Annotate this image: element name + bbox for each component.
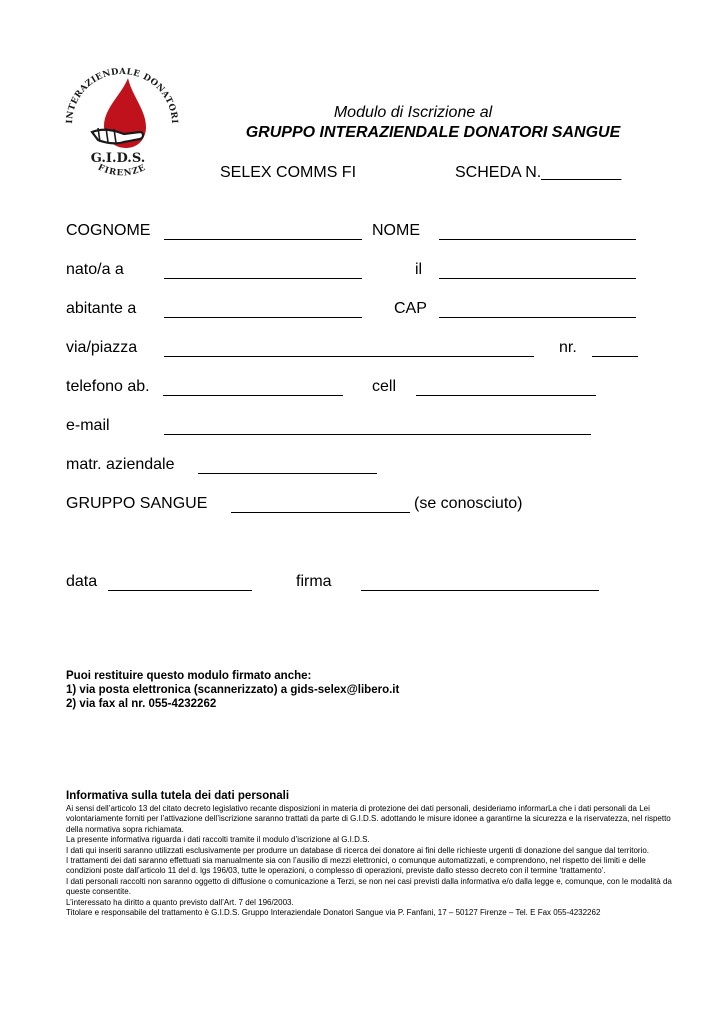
- privacy-paragraph: L’interessato ha diritto a quanto previsto dall’Art. 7 del 196/2003.: [66, 897, 294, 907]
- return-info-line3: 2) via fax al nr. 055-4232262: [66, 698, 217, 710]
- il-label: il: [415, 261, 423, 278]
- cognome-field[interactable]: [164, 239, 362, 240]
- via-label: via/piazza: [66, 339, 138, 356]
- nome-field[interactable]: [439, 239, 636, 240]
- telefono-label: telefono ab.: [66, 378, 150, 395]
- cell-field[interactable]: [416, 395, 596, 396]
- gruppo-sangue-field[interactable]: [231, 512, 410, 513]
- cell-label: cell: [372, 378, 397, 395]
- logo-arc-text: INTERAZIENDALE DONATORI: [64, 66, 180, 125]
- privacy-paragraph: Ai sensi dell’articolo 13 del citato decreto legislativo recante disposizioni in materia di protezione dei dati personali, desideriamo informarLa che i dati personali da Lei volontariamente forniti per l’attivazione dell’iscrizione saranno trattati da parte di G.I.D.S. adottando le misure idonee a garantirne la sicurezza e la riservatezza, nel rispetto della normativa sopra richiamata.: [66, 804, 671, 834]
- nato-label: nato/a a: [66, 261, 124, 278]
- privacy-paragraph: Titolare e responsabile del trattamento è G.I.D.S. Gruppo Interaziendale Donatori Sangue via P. Fanfani, 17 – 50127 Firenze – Tel. E Fax 055-4232262: [66, 908, 601, 918]
- privacy-text: [66, 804, 678, 918]
- return-info-line1: Puoi restituire questo modulo firmato anche:: [66, 670, 312, 682]
- privacy-paragraph: I dati personali raccolti non saranno oggetto di diffusione o comunicazione a Terzi, se non nei casi previsti dalla informativa e/o dalla legge e, comunque, con le modalità da queste consentite.: [66, 876, 672, 897]
- cognome-label: COGNOME: [66, 222, 151, 239]
- privacy-title: Informativa sulla tutela dei dati personali: [66, 790, 290, 802]
- cap-label: CAP: [394, 300, 427, 317]
- privacy-paragraph: I dati qui inseriti saranno utilizzati esclusivamente per produrre un database di ricerca dei donatore ai fini delle richieste urgenti di donazione del sangue dal territorio.: [66, 845, 649, 855]
- se-conosciuto-note: (se conosciuto): [414, 495, 523, 512]
- nr-field[interactable]: [592, 356, 638, 357]
- gids-logo: [58, 58, 186, 186]
- email-label: e-mail: [66, 417, 110, 434]
- telefono-field[interactable]: [163, 395, 343, 396]
- nato-field[interactable]: [164, 278, 362, 279]
- abitante-label: abitante a: [66, 300, 137, 317]
- form-title-line2: GRUPPO INTERAZIENDALE DONATORI SANGUE: [245, 124, 621, 141]
- il-field[interactable]: [439, 278, 636, 279]
- nr-label: nr.: [559, 339, 577, 356]
- privacy-paragraph: I trattamenti dei dati saranno effettuati sia manualmente sia con l’ausilio di mezzi elettronici, o comunque automatizzati, e comprendono, nel rispetto dei limiti e delle condizioni poste dall’articolo 11 del d. lgs 196/03, tutte le operazioni, o complesso di operazioni, previste dallo stesso decreto con il termine ‘trattamento’.: [66, 856, 646, 876]
- matricola-label: matr. aziendale: [66, 456, 175, 473]
- nome-label: NOME: [372, 222, 420, 239]
- email-field[interactable]: [164, 434, 591, 435]
- data-field[interactable]: [108, 590, 252, 591]
- via-field[interactable]: [164, 356, 534, 357]
- scheda-number: SCHEDA N._________: [455, 164, 622, 181]
- logo-city: FIRENZE: [96, 162, 148, 179]
- abitante-field[interactable]: [164, 317, 362, 318]
- return-info-line2: 1) via posta elettronica (scannerizzato) a gids-selex@libero.it: [66, 684, 400, 696]
- form-title-line1: Modulo di Iscrizione al: [333, 104, 493, 121]
- firma-field[interactable]: [361, 590, 599, 591]
- matricola-field[interactable]: [198, 473, 377, 474]
- logo-acronym: G.I.D.S.: [90, 151, 146, 166]
- privacy-paragraph: La presente informativa riguarda i dati raccolti tramite il modulo d’iscrizione al G.I.D.S.: [66, 835, 370, 845]
- data-label: data: [66, 573, 98, 590]
- gruppo-sangue-label: GRUPPO SANGUE: [66, 495, 208, 512]
- firma-label: firma: [296, 573, 332, 590]
- gids-logo-seal: [58, 58, 186, 186]
- company-name: SELEX COMMS FI: [220, 164, 357, 181]
- cap-field[interactable]: [439, 317, 636, 318]
